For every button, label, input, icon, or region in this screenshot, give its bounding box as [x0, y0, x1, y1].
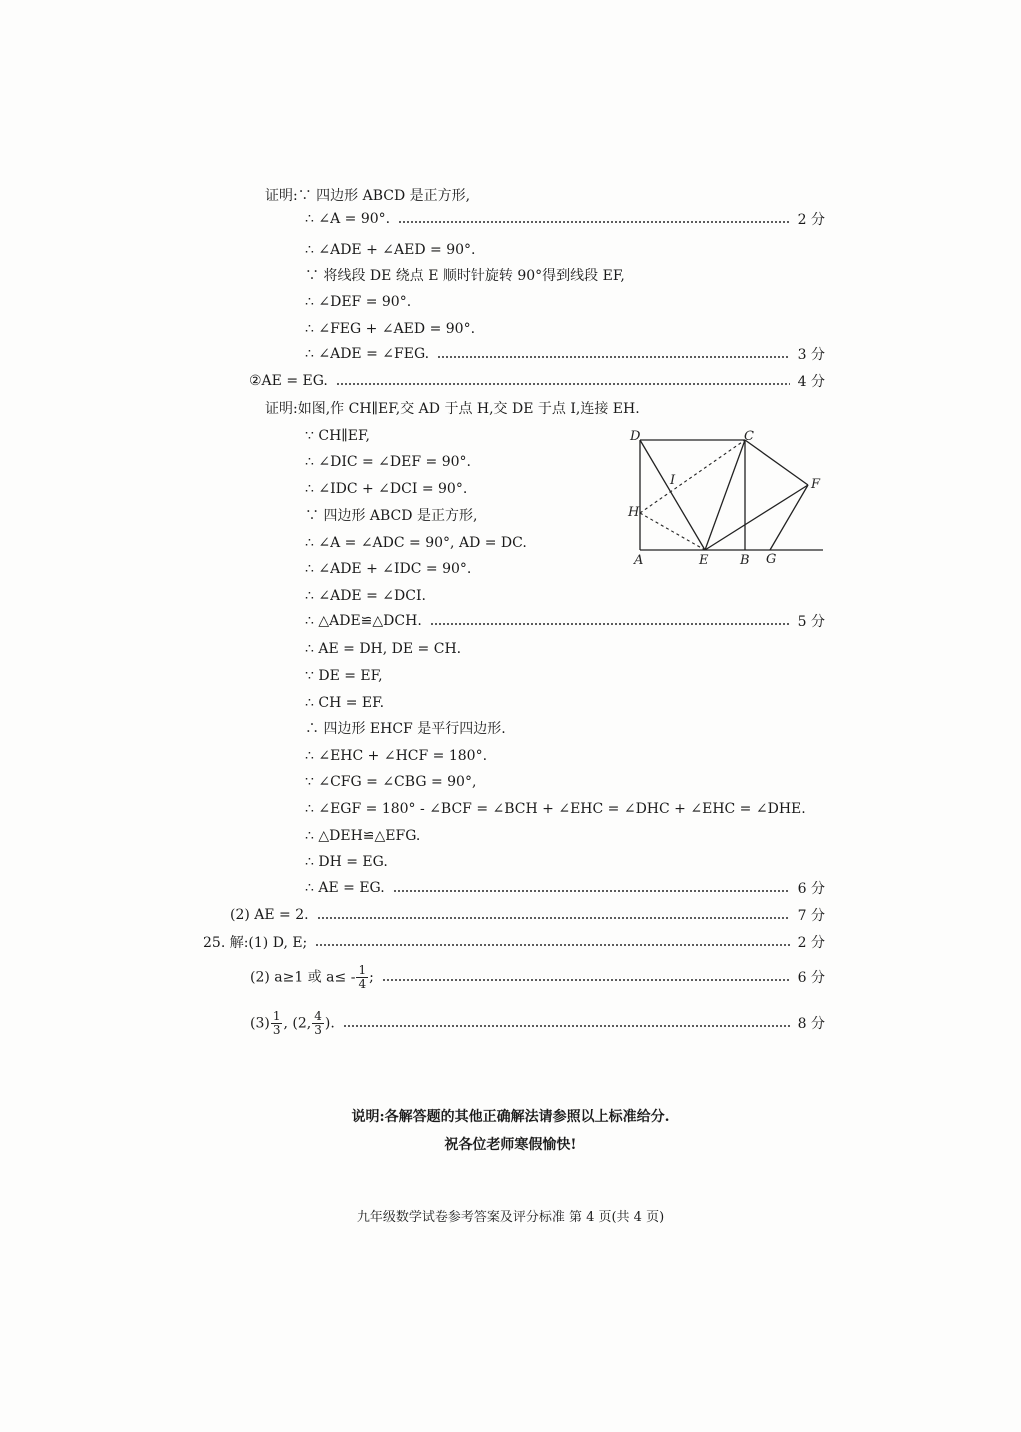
proof-line-scored — [305, 343, 825, 365]
greeting: 祝各位老师寒假愉快! — [444, 1137, 577, 1153]
segment-HE-dashed — [640, 513, 705, 550]
fraction-denominator: 3 — [272, 1022, 281, 1037]
segment-DE — [640, 440, 705, 550]
score: 3 分 — [797, 347, 825, 363]
proof-line-scored — [249, 370, 825, 392]
answer-text: 25. 解:(1) D, E; — [203, 935, 308, 951]
proof-line: ∴ ∠ADE = ∠DCI. — [305, 588, 426, 604]
geometry-figure — [620, 420, 835, 575]
proof-line: 证明:如图,作 CH∥EF,交 AD 于点 H,交 DE 于点 I,连接 EH. — [265, 401, 640, 417]
score: 6 分 — [797, 970, 825, 986]
score: 5 分 — [797, 614, 825, 630]
proof-line: ∴ 四边形 EHCF 是平行四边形. — [305, 721, 506, 737]
proof-line: ∵ DE = EF, — [305, 668, 383, 684]
answer-line-scored — [230, 904, 825, 926]
proof-line: ∴ CH = EF. — [305, 695, 385, 711]
proof-line: ∴ ∠ADE + ∠IDC = 90°. — [305, 561, 472, 577]
answer-part: ). — [324, 1015, 335, 1031]
label-E: E — [699, 553, 709, 568]
proof-line: ∵ 将线段 DE 绕点 E 顺时针旋转 90°得到线段 EF, — [305, 268, 625, 284]
label-D: D — [630, 429, 641, 444]
fraction-denominator: 3 — [314, 1022, 322, 1037]
grading-note: 说明:各解答题的其他正确解法请参照以上标准给分. — [351, 1109, 670, 1125]
score: 2 分 — [797, 935, 825, 951]
answer-part: , (2, — [283, 1015, 312, 1031]
label-F: F — [811, 477, 821, 492]
proof-line-scored — [305, 610, 825, 632]
proof-line: ∴ ∠DEF = 90°. — [305, 294, 412, 310]
answer-line-scored — [250, 960, 825, 994]
fraction-numerator: 1 — [358, 962, 367, 977]
score: 7 分 — [797, 908, 825, 924]
fraction-numerator: 1 — [272, 1008, 281, 1023]
proof-line-scored — [305, 877, 825, 899]
proof-line: ∴ DH = EG. — [305, 854, 388, 870]
proof-line: ∴ ∠IDC + ∠DCI = 90°. — [305, 481, 468, 497]
proof-text: ②AE = EG. — [249, 373, 328, 389]
proof-line: ∴ ∠EGF = 180° - ∠BCF = ∠BCH + ∠EHC = ∠DHC + ∠EHC = ∠DHE. — [305, 801, 806, 817]
proof-line: ∴ ∠DIC = ∠DEF = 90°. — [305, 454, 471, 470]
segment-EF — [705, 485, 808, 550]
proof-line: ∴ ∠A = ∠ADC = 90°, AD = DC. — [305, 535, 527, 551]
page-info: 九年级数学试卷参考答案及评分标准 第 4 页(共 4 页) — [356, 1210, 665, 1225]
segment-FG — [770, 485, 808, 550]
segment-CF — [745, 440, 808, 485]
proof-line: ∴ AE = DH, DE = CH. — [305, 641, 462, 657]
leader-dots — [382, 966, 790, 988]
fraction-denominator: 4 — [358, 976, 367, 991]
answer-line-scored — [203, 931, 825, 953]
proof-line: 证明:∵ 四边形 ABCD 是正方形, — [265, 188, 471, 204]
proof-text: ∴ ∠A = 90°. — [305, 211, 391, 227]
proof-line: ∵ CH∥EF, — [305, 428, 370, 444]
answer-line-scored — [250, 1006, 825, 1040]
leader-dots — [393, 877, 790, 899]
answer-part: ; — [369, 969, 374, 985]
leader-dots — [317, 904, 790, 926]
proof-text: ∴ ∠ADE = ∠FEG. — [305, 346, 430, 362]
answer-part: (3) — [250, 1015, 270, 1031]
fraction-numerator: 4 — [314, 1008, 322, 1023]
score: 8 分 — [797, 1016, 825, 1032]
answer-text — [250, 1010, 335, 1037]
score: 4 分 — [797, 374, 825, 390]
label-C: C — [744, 429, 754, 444]
proof-line: ∴ ∠FEG + ∠AED = 90°. — [305, 321, 476, 337]
fraction — [356, 964, 368, 991]
segment-HC-dashed — [640, 440, 745, 513]
proof-text: ∴ △ADE≌△DCH. — [305, 613, 422, 629]
fraction — [271, 1010, 283, 1037]
proof-line: ∵ ∠CFG = ∠CBG = 90°, — [305, 774, 477, 790]
proof-line: ∵ 四边形 ABCD 是正方形, — [305, 508, 478, 524]
label-H: H — [628, 505, 640, 520]
leader-dots — [437, 343, 790, 365]
fraction — [312, 1010, 324, 1037]
proof-line: ∴ ∠ADE + ∠AED = 90°. — [305, 242, 476, 258]
answer-text: (2) AE = 2. — [230, 907, 309, 923]
segment-CE — [705, 440, 745, 550]
leader-dots — [343, 1012, 790, 1034]
proof-line-scored — [305, 208, 825, 230]
leader-dots — [315, 931, 789, 953]
label-A: A — [634, 553, 644, 568]
proof-text: ∴ AE = EG. — [305, 880, 385, 896]
label-B: B — [740, 553, 750, 568]
score: 2 分 — [797, 212, 825, 228]
label-G: G — [766, 552, 777, 567]
answer-text — [250, 964, 374, 991]
proof-line: ∴ ∠EHC + ∠HCF = 180°. — [305, 748, 488, 764]
leader-dots — [336, 370, 790, 392]
score: 6 分 — [797, 881, 825, 897]
leader-dots — [398, 208, 790, 230]
label-I: I — [670, 473, 676, 488]
answer-part: (2) a≥1 或 a≤ - — [250, 969, 356, 985]
leader-dots — [430, 610, 790, 632]
proof-line: ∴ △DEH≌△EFG. — [305, 828, 421, 844]
